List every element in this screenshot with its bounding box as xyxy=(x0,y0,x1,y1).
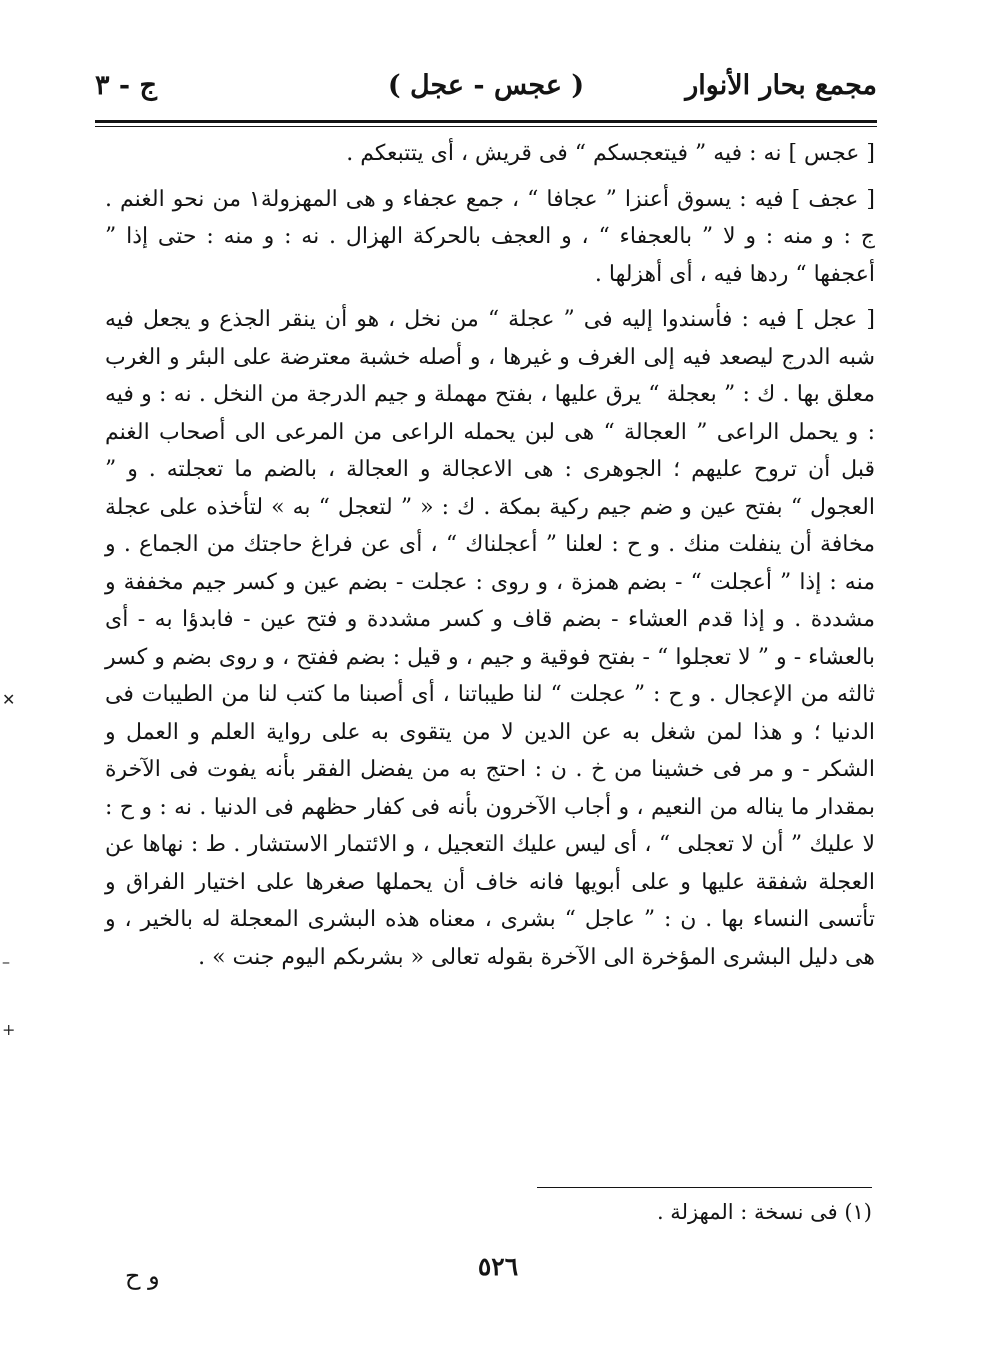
page-header xyxy=(95,70,877,114)
header-rule-thick xyxy=(95,120,877,123)
entry-ajas: [ عجس ] نه : فيه ” فيتعجسكم “ فى قريش ، أى يتتبعكم . xyxy=(346,141,875,166)
entry-ajaf: [ عجف ] فيه : يسوق أعنزا ” عجافا “ ، جمع عجفاء و هى المهزولة١ من نحو الغنم . ج : و منه : و لا ” بالعجفاء “ ، و العجف بالحركة الهزال . نه : و منه : حتى إذا ” أعجفها “ ردها فيه ، أى أهزلها . xyxy=(105,186,875,287)
page-body xyxy=(105,135,875,976)
header-rule-thin xyxy=(95,126,877,127)
catchword: و ح xyxy=(125,1262,160,1290)
page-number: ٥٢٦ xyxy=(477,1252,519,1281)
entry-ajal: [ عجل ] فيه : فأسندوا إليه فى ” عجلة “ من نخل ، هو أن ينقر الجذع و يجعل فيه شبه الدرج ليصعد فيه إلى الغرف و غيرها ، و أصله خشبة معترضة على البئر و الغرب معلق بها . ك : ” بعجلة “ يرق عليها ، بفتح مهملة و جيم الدرجة من النخل . نه : و فيه : و يحمل الراعى ” العجالة “ هى لبن يحمله الراعى من المرعى الى أصحاب الغنم قبل أن تروح عليهم ؛ الجوهرى : هى الاعجالة و العجالة ، بالضم ما تعجلته . و ” العجول “ بفتح عين و ضم جيم ركية بمكة . ك : « ” لتعجل “ به » لتأخذه على عجلة مخافة أن ينفلت منك . و ح : لعلنا ” أعجلناك “ ، أى عن فراغ حاجتك من الجماع . و منه : إذا ” أعجلت “ - بضم همزة ، و روى : عجلت - بضم عين و كسر جيم مخففة و مشددة . و إذا قدم العشاء - بضم قاف و كسر مشددة و فتح عين - فابدؤا به - أى بالعشاء - و ” لا تعجلوا “ - بفتح فوقية و جيم ، و قيل : بضم ففتح ، و روى بضم و كسر ثالثه من الإعجال . و ح : ” عجلت “ لنا طيباتنا ، أى أصبنا ما كتب لنا من الطيبات فى الدنيا ؛ و هذا لمن شغل به عن الدين لا من يتقوى به على رواية العلم و العمل و الشكر - و مر فى خشينا من خ . ن : احتج به من يفضل الفقر بأنه يفوت فى الآخرة بمقدار ما يناله من النعيم ، و أجاب الآخرون بأنه فى كفار حظهم فى الدنيا . نه : و ح : لا عليك ” أن لا تعجلى “ ، أى ليس عليك التعجيل ، و الائتمار الاستشار . ط : نهاها عن العجلة شفقة عليها و على أبويها فانه خاف أن يحملها صغرها على اختيار الفراق و تأتسى النساء بها . ن : ” عاجل “ بشرى ، معناه هذه البشرى المعجلة له بالخير ، و هى دليل البشرى المؤخرة الى الآخرة بقوله تعالى « بشرىكم اليوم جنت » . xyxy=(105,307,876,970)
margin-mark-icon: ✕ xyxy=(2,690,16,709)
entry-range: ( عجس - عجل ) xyxy=(387,70,585,101)
footnote: (١) فى نسخة : المهزلة . xyxy=(656,1200,872,1224)
footnote-rule xyxy=(537,1187,872,1188)
volume-label: ج - ٣ xyxy=(95,70,157,101)
margin-cross-icon: + xyxy=(2,1020,16,1039)
book-title: مجمع بحار الأنوار xyxy=(685,70,877,101)
margin-mark-icon: – xyxy=(2,952,10,971)
